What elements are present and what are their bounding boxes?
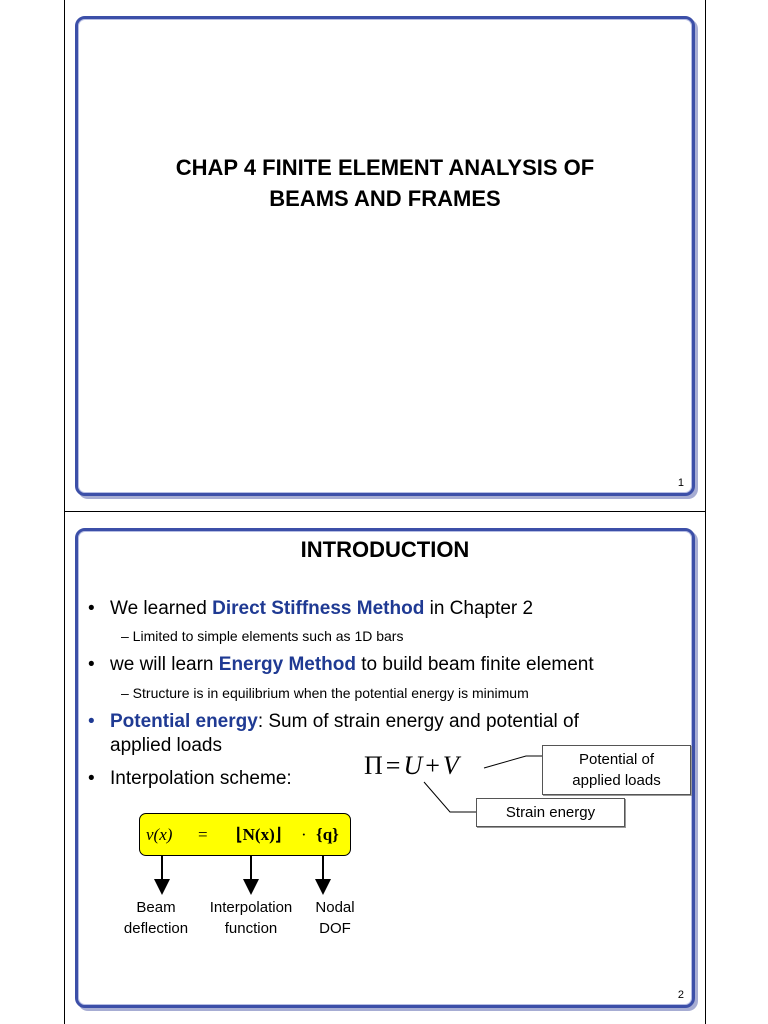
beam-deflection-line-2: deflection (123, 920, 189, 937)
strain-callout-line (424, 782, 476, 812)
page-divider (64, 511, 706, 512)
interpolation-function-line-2: function (224, 920, 278, 937)
bullet-text-pre: we will learn (110, 654, 219, 675)
diagram-connectors (78, 531, 692, 1005)
sub-bullet-equilibrium: – Structure is in equilibrium when the potential energy is minimum (121, 685, 529, 701)
slide-2 (75, 528, 695, 1008)
formula-q: {q} (316, 825, 339, 844)
formula-n-x: ⌊N(x)⌋ (236, 825, 282, 844)
strain-energy-label: Strain energy (476, 798, 625, 827)
bullet-dot: • (88, 598, 95, 619)
slide-2-page-number: 2 (677, 989, 684, 1001)
potential-label-line-1: Potential of (578, 751, 655, 768)
slide-1 (75, 16, 695, 496)
slide-2-title: INTRODUCTION (300, 537, 470, 562)
slide-1-title-line-1: CHAP 4 FINITE ELEMENT ANALYSIS OF (175, 155, 595, 180)
equals-sign: = (385, 751, 401, 780)
formula-dot: · (301, 825, 307, 844)
u-symbol: U (403, 751, 423, 780)
nodal-dof-line-2: DOF (319, 920, 351, 937)
highlight-direct-stiffness: Direct Stiffness Method (212, 598, 425, 619)
potential-callout-line (484, 756, 542, 768)
nodal-dof-line-1: Nodal (315, 899, 355, 916)
bullet-dot: • (88, 768, 95, 789)
potential-label-line-2: applied loads (572, 772, 661, 789)
interpolation-function-line-1: Interpolation (209, 899, 293, 916)
sub-bullet-1d-bars: – Limited to simple elements such as 1D bars (121, 628, 404, 644)
slide-1-title-line-2: BEAMS AND FRAMES (269, 186, 501, 211)
bullet-text-post: : Sum of strain energy and potential of (257, 711, 579, 732)
bullet-text-post: in Chapter 2 (424, 598, 534, 619)
formula-equals: = (198, 825, 208, 844)
pi-symbol: Π (364, 751, 383, 780)
slide-1-page-number: 1 (677, 477, 684, 489)
highlight-energy-method: Energy Method (218, 654, 356, 675)
beam-deflection-line-1: Beam (136, 899, 176, 916)
plus-sign: + (425, 751, 440, 780)
v-symbol: V (442, 751, 459, 780)
formula-v-x: v(x) (146, 825, 173, 844)
bullet-text-line-2: applied loads (110, 735, 222, 756)
slide-1-title (78, 152, 692, 214)
bullet-text-post: to build beam finite element (356, 654, 594, 675)
bullet-dot: • (88, 654, 95, 675)
bullet-text-pre: We learned (110, 598, 213, 619)
bullet-dot: • (88, 711, 95, 732)
highlight-potential-energy: Potential energy (110, 711, 258, 732)
bullet-text: Interpolation scheme: (110, 768, 292, 789)
